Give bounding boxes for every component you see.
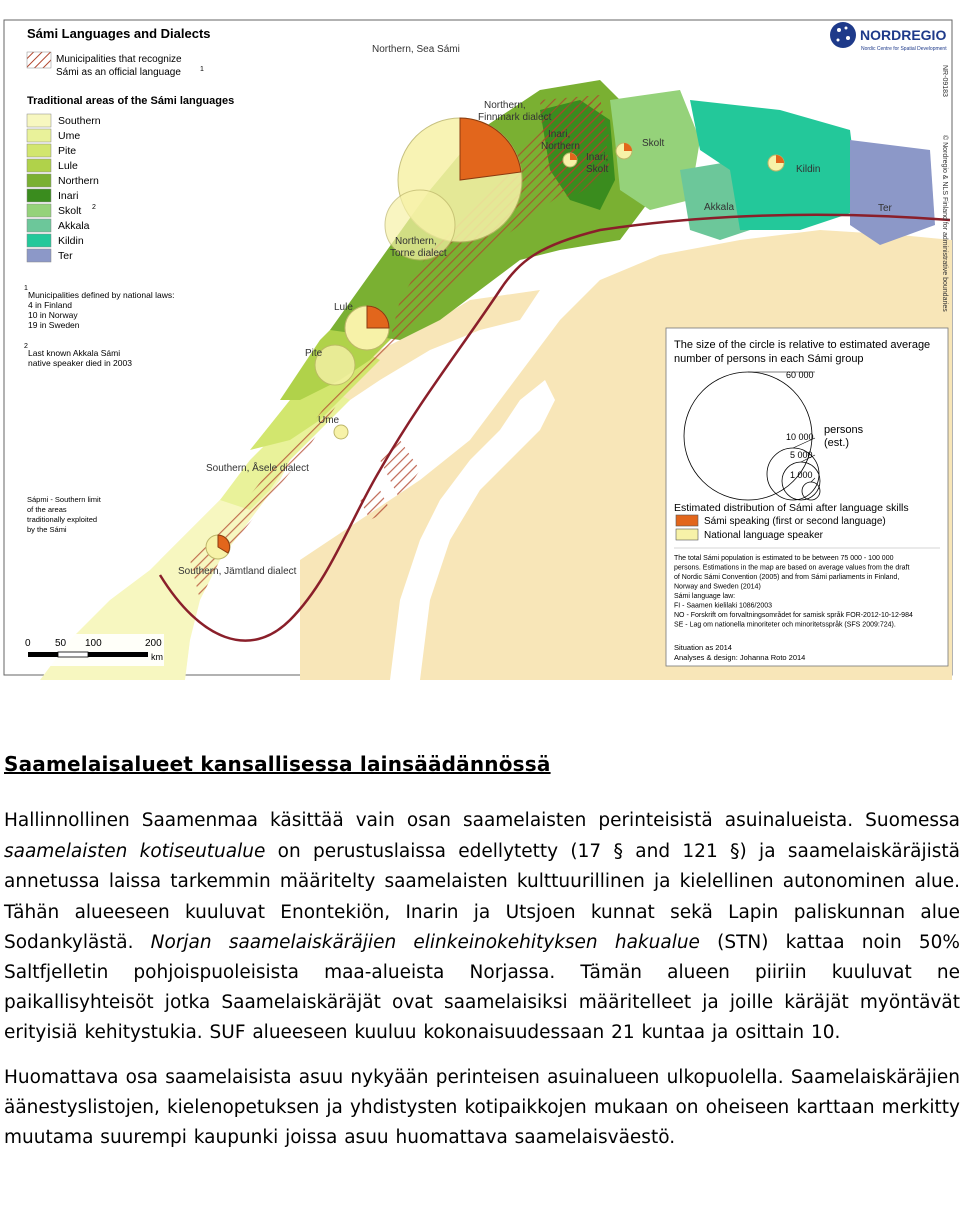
p1-text-4: ) ja saamelaiskäräjistä annetussa laissa tarkemmin määritelty saamelaisten kulttuurillinen ja kielellinen autonominen alue. Tähän alueeseen kuuluvat Enontekiön, Inarin ja Utsjoen kunnat sekä Lapin paliskunnan alue Sodankylästä. — [4, 841, 960, 953]
legend-swatch-6 — [27, 204, 51, 217]
nordregio-tagline: Nordic Centre for Spatial Development — [861, 46, 947, 52]
circle-value-1000: 1 000 — [790, 470, 813, 480]
legend-note2-marker: 2 — [24, 343, 28, 350]
legend-swatch-9 — [27, 249, 51, 262]
legend-label-3: Lule — [58, 160, 78, 172]
label-pite: Pite — [305, 348, 323, 359]
legend-label-7: Akkala — [58, 220, 90, 232]
circle-value-5000: 5 000 — [790, 450, 813, 460]
circle-value-10000: 10 000 — [786, 432, 814, 442]
section-heading: Saamelaisalueet kansallisessa lainsäädännössä — [4, 752, 551, 776]
scale-label-0: 0 — [25, 638, 31, 649]
note2-line-1: native speaker died in 2003 — [28, 358, 132, 368]
circle-legend-title-2: number of persons in each Sámi group — [674, 353, 864, 365]
nordregio-globe-icon — [830, 22, 856, 48]
legend-official-label-2: Sámi as an official language — [56, 67, 181, 78]
section-symbol-1: § — [613, 840, 623, 863]
scale-segment-0 — [28, 652, 58, 657]
legend-official-swatch — [27, 52, 51, 68]
label-northern-finnmark-1: Northern, — [484, 100, 526, 111]
scale-label-3: 200 — [145, 638, 162, 649]
label-inari-skolt-2: Skolt — [586, 164, 609, 175]
section-symbol-2: § — [730, 840, 740, 863]
legend-label-5: Inari — [58, 190, 79, 202]
label-southern-jamtland: Southern, Jämtland dialect — [178, 566, 297, 577]
legend-swatch-7 — [27, 219, 51, 232]
distribution-title: Estimated distribution of Sámi after language skills — [674, 502, 909, 514]
dist-label-0: Sámi speaking (first or second language) — [704, 516, 886, 527]
label-southern-asele: Southern, Åsele dialect — [206, 463, 309, 474]
limit-line-3: by the Sámi — [27, 525, 67, 534]
limit-line-2: traditionally exploited — [27, 515, 98, 524]
note1-line-1: 4 in Finland — [28, 300, 72, 310]
label-skolt: Skolt — [642, 138, 665, 149]
legend-marker-6: 2 — [92, 204, 96, 211]
persons-label-1: persons — [824, 424, 864, 436]
situation: Situation as 2014 — [674, 643, 732, 652]
label-inari-northern-1: Inari, — [548, 129, 571, 140]
label-ume: Ume — [318, 415, 340, 426]
footnote-line-0: The total Sámi population is estimated to be between 75 000 - 100 000 — [674, 555, 894, 562]
label-ter: Ter — [878, 203, 892, 214]
p1-text-1: Hallinnollinen Saamenmaa käsittää vain osan saamelaisten perinteisistä asuinalueista. Suomessa — [4, 810, 960, 831]
p1-italic-1: saamelaisten kotiseutualue — [4, 841, 266, 863]
map-title: Sámi Languages and Dialects — [27, 26, 211, 41]
legend-label-2: Pite — [58, 145, 77, 157]
p1-text-2: on perustuslaissa edellytetty (17 — [265, 841, 614, 863]
p1-italic-2: Norjan saamelaiskäräjien elinkeinokehityksen hakualue — [150, 931, 700, 953]
label-lule: Lule — [334, 302, 353, 313]
label-inari-northern-2: Northern — [541, 141, 580, 152]
note2-line-0: Last known Akkala Sámi — [28, 348, 121, 358]
nordregio-wordmark: NORDREGIO — [860, 27, 947, 43]
analyses-credit: Analyses & design: Johanna Roto 2014 — [674, 653, 806, 662]
legend-label-6: Skolt — [58, 205, 82, 217]
scale-label-1: 50 — [55, 638, 67, 649]
legend-label-1: Ume — [58, 130, 81, 142]
p1-text-3: and 121 — [622, 841, 731, 863]
legend-official-label-1: Municipalities that recognize — [56, 54, 182, 65]
p1-text-5: (STN) kattaa noin 50% Saltfjelletin pohjoispuoleisista maa-alueista Norjassa. Tämän alueen piiriin kuuluvat ne paikallisyhteisöt jotka Saamelaiskäräjät ovat saamelaisiksi määritelleet ja joille käräjät myöntävät erityisiä kehitystukia. SUF alueeseen kuuluu kokonaisuudessaan 21 kuntaa ja osittain 10. — [4, 931, 960, 1044]
label-northern-torne-1: Northern, — [395, 236, 437, 247]
footnote-line-1: persons. Estimations in the map are based on average values from the draft — [674, 564, 910, 572]
footnote-line-5: FI - Saamen kielilaki 1086/2003 — [674, 602, 773, 610]
legend-swatch-3 — [27, 159, 51, 172]
dist-label-1: National language speaker — [704, 530, 823, 541]
footnote-line-6: NO - Forskrift om forvaltningsområdet for samisk språk FOR-2012-10-12-984 — [674, 612, 913, 619]
document-body — [4, 752, 960, 1167]
footnote-line-3: Norway and Sweden (2014) — [674, 583, 761, 591]
circle-value-60000: 60 000 — [786, 370, 814, 380]
legend-note-akkala — [28, 348, 132, 368]
label-northern-sea: Northern, Sea Sámi — [372, 44, 460, 55]
footnote-line-7: SE - Lag om nationella minoriteter och minoritetsspråk (SFS 2009:724). — [674, 621, 896, 629]
legend-swatch-2 — [27, 144, 51, 157]
label-northern-finnmark-2: Finnmark dialect — [478, 112, 552, 123]
label-kildin: Kildin — [796, 164, 821, 175]
area-ter — [850, 140, 935, 245]
legend-label-0: Southern — [58, 115, 101, 127]
scale-unit: km — [151, 652, 163, 662]
legend-note1-marker: 1 — [24, 285, 28, 292]
scale-segment-1 — [58, 652, 88, 657]
circle-legend-title-1: The size of the circle is relative to estimated average — [674, 339, 931, 351]
legend-label-4: Northern — [58, 175, 99, 187]
legend-swatch-0 — [27, 114, 51, 127]
legend-label-8: Kildin — [58, 235, 84, 247]
footnote-line-4: Sámi language law: — [674, 593, 736, 600]
dist-swatch-0 — [676, 515, 698, 526]
note1-line-0: Municipalities defined by national laws: — [28, 290, 175, 300]
note1-line-3: 19 in Sweden — [28, 320, 80, 330]
legend-traditional-title: Traditional areas of the Sámi languages — [27, 95, 235, 107]
paragraph-1 — [4, 806, 960, 1049]
legend-swatch-1 — [27, 129, 51, 142]
legend-label-9: Ter — [58, 250, 73, 262]
scale-label-2: 100 — [85, 638, 102, 649]
label-northern-torne-2: Torne dialect — [390, 248, 447, 259]
label-akkala: Akkala — [704, 202, 735, 213]
legend-swatch-4 — [27, 174, 51, 187]
legend-official-marker: 1 — [200, 66, 204, 73]
persons-label-2: (est.) — [824, 437, 850, 449]
map-id: NR-09183 — [941, 65, 948, 97]
limit-line-0: Sápmi - Southern limit — [27, 495, 101, 504]
paragraph-2: Huomattava osa saamelaisista asuu nykyään perinteisen asuinalueen ulkopuolella. Saamelaiskäräjien äänestyslistojen, kielenopetuksen ja yhdistysten kotipaikkojen mukaan on oheiseen karttaan merkitty muutama suurempi kaupunki joissa asuu huomattava saamelaisväestö. — [4, 1066, 960, 1149]
label-inari-skolt-1: Inari, — [586, 152, 609, 163]
legend-swatch-8 — [27, 234, 51, 247]
map-copyright: © Nordregio & NLS Finland for administrative boundaries — [941, 135, 948, 312]
scale-segment-2 — [88, 652, 148, 657]
circle-ume — [334, 425, 348, 439]
dist-swatch-1 — [676, 529, 698, 540]
limit-line-1: of the areas — [27, 505, 67, 514]
legend-swatch-5 — [27, 189, 51, 202]
footnote-line-2: of Nordic Sámi Convention (2005) and from Sámi parliaments in Finland, — [674, 574, 900, 581]
note1-line-2: 10 in Norway — [28, 310, 78, 320]
